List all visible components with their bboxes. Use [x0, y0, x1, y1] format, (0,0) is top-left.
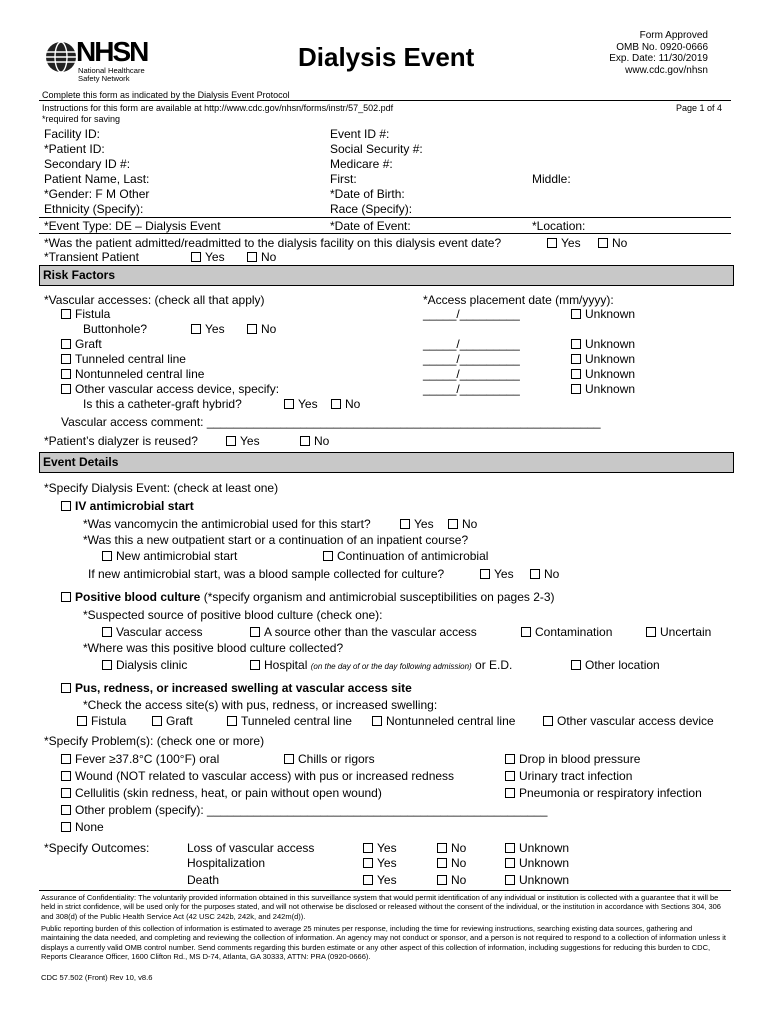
first-name-label: First: — [330, 172, 357, 186]
other-device-checkbox[interactable]: Other vascular access device, specify: — [61, 382, 279, 396]
hybrid-yes[interactable]: Yes — [284, 397, 318, 411]
checkbox-icon — [646, 627, 656, 637]
fever-checkbox[interactable]: Fever ≥37.8°C (100°F) oral — [61, 752, 219, 766]
facility-id-label: Facility ID: — [44, 127, 101, 141]
hospital-checkbox[interactable]: Hospital (on the day of or the day following admission) or E.D. — [250, 658, 512, 674]
patient-id-label: *Patient ID: — [44, 142, 105, 156]
loss-unknown[interactable]: Unknown — [505, 841, 569, 855]
transient-label: *Transient Patient — [44, 250, 139, 264]
src-other-checkbox[interactable]: A source other than the vascular access — [250, 625, 477, 639]
checkbox-icon — [61, 592, 71, 602]
none-checkbox[interactable]: None — [61, 820, 104, 834]
site-nontunneled-checkbox[interactable]: Nontunneled central line — [372, 714, 515, 728]
uti-checkbox[interactable]: Urinary tract infection — [505, 769, 632, 783]
checkbox-icon — [247, 252, 257, 262]
other-location-checkbox[interactable]: Other location — [571, 658, 660, 672]
intro-line1: Complete this form as indicated by the Dialysis Event Protocol — [42, 90, 290, 100]
checkbox-icon — [61, 805, 71, 815]
site-other-checkbox[interactable]: Other vascular access device — [543, 714, 714, 728]
assurance-text: Assurance of Confidentiality: The voluntarily provided information obtained in this surveillance system that would permit identification of any individual or institution is collected with a guarantee that it will be held in strict confidence, will be used only for the purposes stated, and will not otherwise be disclosed or released without the consent of the individual, or the institution in accordance with Sections 304, 306 and 308(d) of the Public Health Service Act (42 USC 242b, 242k, and 242m(d)). — [41, 893, 721, 921]
new-start-checkbox[interactable]: New antimicrobial start — [102, 549, 237, 563]
checkbox-icon — [547, 238, 557, 248]
checkbox-icon — [571, 354, 581, 364]
checkbox-icon — [521, 627, 531, 637]
src-uncertain-checkbox[interactable]: Uncertain — [646, 625, 711, 639]
checkbox-icon — [102, 627, 112, 637]
checkbox-icon — [571, 384, 581, 394]
checkbox-icon — [505, 771, 515, 781]
checkbox-icon — [247, 324, 257, 334]
other-device-date[interactable]: _____/_________ — [423, 382, 520, 396]
checkbox-icon — [226, 436, 236, 446]
transient-yes[interactable]: Yes — [191, 250, 225, 264]
checkbox-icon — [61, 683, 71, 693]
checkbox-icon — [598, 238, 608, 248]
hosp-label: Hospitalization — [187, 856, 266, 870]
checkbox-icon — [363, 843, 373, 853]
nontunneled-checkbox[interactable]: Nontunneled central line — [61, 367, 204, 381]
page-title: Dialysis Event — [298, 42, 475, 72]
checkbox-icon — [102, 660, 112, 670]
checkbox-icon — [437, 875, 447, 885]
checkbox-icon — [61, 754, 71, 764]
where-collected-label: *Where was this positive blood culture collected? — [83, 641, 344, 655]
fistula-date[interactable]: _____/_________ — [423, 307, 520, 321]
death-yes[interactable]: Yes — [363, 873, 397, 887]
tunneled-checkbox[interactable]: Tunneled central line — [61, 352, 186, 366]
death-label: Death — [187, 873, 220, 887]
admitted-no[interactable]: No — [598, 236, 627, 250]
buttonhole-no[interactable]: No — [247, 322, 276, 336]
gender-label: *Gender: F M Other — [44, 187, 150, 201]
event-date-label: *Date of Event: — [330, 219, 411, 233]
specify-event-label: *Specify Dialysis Event: (check at least one) — [44, 481, 279, 495]
checkbox-icon — [505, 858, 515, 868]
clinic-checkbox[interactable]: Dialysis clinic — [102, 658, 187, 672]
intro-line2: Instructions for this form are available at http://www.cdc.gov/nhsn/forms/instr/57_502.pdf — [42, 103, 394, 113]
checkbox-icon — [152, 716, 162, 726]
secondary-id-label: Secondary ID #: — [44, 157, 131, 171]
fistula-checkbox[interactable]: Fistula — [61, 307, 110, 321]
checkbox-icon — [284, 399, 294, 409]
nontunneled-unknown[interactable]: Unknown — [571, 367, 635, 381]
blood-sample-question: If new antimicrobial start, was a blood sample collected for culture? — [88, 567, 445, 581]
exp-date: Exp. Date: 11/30/2019 — [609, 53, 708, 64]
tunneled-unknown[interactable]: Unknown — [571, 352, 635, 366]
checkbox-icon — [61, 501, 71, 511]
checkbox-icon — [543, 716, 553, 726]
other-device-unknown[interactable]: Unknown — [571, 382, 635, 396]
required-note: *required for saving — [42, 114, 121, 124]
iv-start-checkbox[interactable]: IV antimicrobial start — [61, 499, 194, 513]
checkbox-icon — [61, 771, 71, 781]
death-no[interactable]: No — [437, 873, 466, 887]
checkbox-icon — [505, 754, 515, 764]
transient-no[interactable]: No — [247, 250, 276, 264]
vascular-comment[interactable]: Vascular access comment: ___________________________________________________________ — [61, 415, 601, 429]
continuation-checkbox[interactable]: Continuation of antimicrobial — [323, 549, 488, 563]
wound-checkbox[interactable]: Wound (NOT related to vascular access) with pus or increased redness — [61, 769, 454, 783]
graft-date[interactable]: _____/_________ — [423, 337, 520, 351]
event-type-label: *Event Type: DE – Dialysis Event — [44, 219, 221, 233]
nhsn-logo — [42, 38, 172, 84]
checkbox-icon — [372, 716, 382, 726]
site-graft-checkbox[interactable]: Graft — [152, 714, 193, 728]
logo-sub1: National Healthcare — [78, 66, 145, 75]
death-unknown[interactable]: Unknown — [505, 873, 569, 887]
checkbox-icon — [61, 339, 71, 349]
medicare-label: Medicare #: — [330, 157, 393, 171]
checkbox-icon — [227, 716, 237, 726]
event-id-label: Event ID #: — [330, 127, 390, 141]
form-id: CDC 57.502 (Front) Rev 10, v8.6 — [41, 973, 153, 982]
nontunneled-date[interactable]: _____/_________ — [423, 367, 520, 381]
drop-bp-checkbox[interactable]: Drop in blood pressure — [505, 752, 640, 766]
checkbox-icon — [363, 875, 373, 885]
vanco-yes[interactable]: Yes — [400, 517, 434, 531]
middle-name-label: Middle: — [532, 172, 571, 186]
checkbox-icon — [102, 551, 112, 561]
ethnicity-label: Ethnicity (Specify): — [44, 202, 144, 216]
graft-checkbox[interactable]: Graft — [61, 337, 102, 351]
checkbox-icon — [323, 551, 333, 561]
checkbox-icon — [77, 716, 87, 726]
location-label: *Location: — [532, 219, 586, 233]
checkbox-icon — [505, 875, 515, 885]
vanco-no[interactable]: No — [448, 517, 477, 531]
checkbox-icon — [505, 788, 515, 798]
blood-sample-no[interactable]: No — [530, 567, 559, 581]
event-details-header: Event Details — [39, 452, 734, 473]
checkbox-icon — [61, 309, 71, 319]
pneumonia-checkbox[interactable]: Pneumonia or respiratory infection — [505, 786, 702, 800]
site-tunneled-checkbox[interactable]: Tunneled central line — [227, 714, 352, 728]
dob-label: *Date of Birth: — [330, 187, 405, 201]
dialyzer-no[interactable]: No — [300, 434, 329, 448]
hosp-no[interactable]: No — [437, 856, 466, 870]
vascular-label: *Vascular accesses: (check all that apply) — [44, 293, 265, 307]
problems-label: *Specify Problem(s): (check one or more) — [44, 734, 265, 748]
form-approved: Form Approved — [639, 30, 708, 41]
checkbox-icon — [331, 399, 341, 409]
checkbox-icon — [530, 569, 540, 579]
dialyzer-label: *Patient’s dialyzer is reused? — [44, 434, 198, 448]
race-label: Race (Specify): — [330, 202, 413, 216]
vanco-question: *Was vancomycin the antimicrobial used for this start? — [83, 517, 371, 531]
last-name-label: Patient Name, Last: — [44, 172, 150, 186]
buttonhole-label: Buttonhole? — [83, 322, 148, 336]
suspected-source-label: *Suspected source of positive blood culture (check one): — [83, 608, 383, 622]
checkbox-icon — [571, 660, 581, 670]
pus-checkbox[interactable]: Pus, redness, or increased swelling at vascular access site — [61, 681, 412, 695]
checkbox-icon — [437, 843, 447, 853]
hosp-unknown[interactable]: Unknown — [505, 856, 569, 870]
admitted-yes[interactable]: Yes — [547, 236, 581, 250]
page-number: Page 1 of 4 — [676, 103, 723, 113]
check-site-label: *Check the access site(s) with pus, redness, or increased swelling: — [83, 698, 438, 712]
nhsn-url: www.cdc.gov/nhsn — [625, 64, 708, 76]
cellulitis-checkbox[interactable]: Cellulitis (skin redness, heat, or pain without open wound) — [61, 786, 382, 800]
omb-block — [609, 30, 708, 76]
checkbox-icon — [437, 858, 447, 868]
checkbox-icon — [250, 627, 260, 637]
checkbox-icon — [448, 519, 458, 529]
other-problem-checkbox[interactable]: Other problem (specify): ___________________________________________________ — [61, 803, 547, 817]
loss-yes[interactable]: Yes — [363, 841, 397, 855]
tunneled-date[interactable]: _____/_________ — [423, 352, 520, 366]
loss-label: Loss of vascular access — [187, 841, 315, 855]
hosp-yes[interactable]: Yes — [363, 856, 397, 870]
checkbox-icon — [284, 754, 294, 764]
checkbox-icon — [61, 822, 71, 832]
checkbox-icon — [400, 519, 410, 529]
checkbox-icon — [571, 369, 581, 379]
checkbox-icon — [480, 569, 490, 579]
placement-label: *Access placement date (mm/yyyy): — [423, 293, 614, 307]
omb-number: OMB No. 0920-0666 — [616, 41, 708, 53]
pbc-checkbox[interactable]: Positive blood culture (*specify organism and antimicrobial susceptibilities on pages 2-3) — [61, 590, 555, 604]
blood-sample-yes[interactable]: Yes — [480, 567, 514, 581]
checkbox-icon — [250, 660, 260, 670]
checkbox-icon — [191, 324, 201, 334]
checkbox-icon — [363, 858, 373, 868]
outcomes-label: *Specify Outcomes: — [44, 841, 150, 855]
checkbox-icon — [61, 788, 71, 798]
admitted-question: *Was the patient admitted/readmitted to the dialysis facility on this dialysis event date? — [44, 236, 502, 250]
loss-no[interactable]: No — [437, 841, 466, 855]
graft-unknown[interactable]: Unknown — [571, 337, 635, 351]
checkbox-icon — [571, 339, 581, 349]
logo-text: NHSN — [76, 36, 148, 67]
checkbox-icon — [571, 309, 581, 319]
new-outpt-question: *Was this a new outpatient start or a continuation of an inpatient course? — [83, 533, 469, 547]
src-vascular-checkbox[interactable]: Vascular access — [102, 625, 202, 639]
checkbox-icon — [61, 369, 71, 379]
checkbox-icon — [191, 252, 201, 262]
risk-factors-header: Risk Factors — [39, 265, 734, 286]
dialyzer-yes[interactable]: Yes — [226, 434, 260, 448]
checkbox-icon — [61, 354, 71, 364]
buttonhole-yes[interactable]: Yes — [191, 322, 225, 336]
src-contamination-checkbox[interactable]: Contamination — [521, 625, 612, 639]
checkbox-icon — [300, 436, 310, 446]
checkbox-icon — [61, 384, 71, 394]
fistula-unknown[interactable]: Unknown — [571, 307, 635, 321]
burden-text: Public reporting burden of this collection of information is estimated to average 25 minutes per response, including the time for reviewing instructions, searching existing data sources, gathering and maintaining the data needed, and completing and reviewing the collection of information. An agency may not conduct or sponsor, and a person is not required to respond to a collection of information unless it displays a currently valid OMB control number. Send comments regarding this burden estimate or any other aspect of this collection of information, including suggestions for reducing this burden to CDC, Reports Clearance Officer, 1600 Clifton Rd., MS D-74, Atlanta, GA 30333, ATTN: PRA (0920-0666). — [41, 924, 727, 962]
site-fistula-checkbox[interactable]: Fistula — [77, 714, 126, 728]
nhsn-logo-icon — [42, 40, 80, 74]
hybrid-no[interactable]: No — [331, 397, 360, 411]
checkbox-icon — [505, 843, 515, 853]
hybrid-label: Is this a catheter-graft hybrid? — [83, 397, 242, 411]
logo-sub2: Safety Network — [78, 74, 130, 83]
chills-checkbox[interactable]: Chills or rigors — [284, 752, 375, 766]
ssn-label: Social Security #: — [330, 142, 423, 156]
